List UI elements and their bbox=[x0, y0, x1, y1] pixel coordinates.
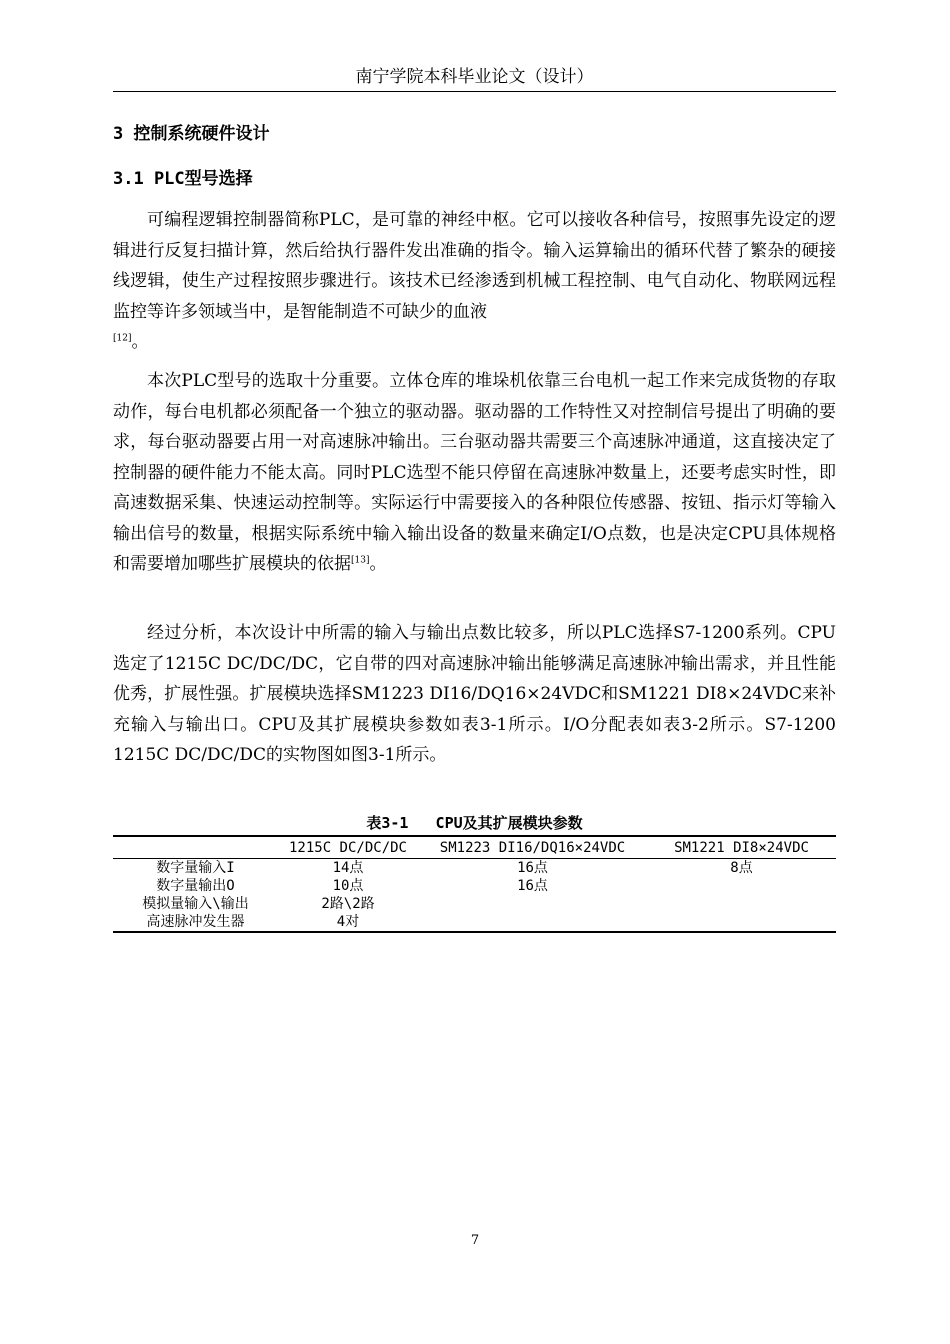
paragraph-plc-model bbox=[113, 618, 836, 771]
table-caption-number: 表3-1 bbox=[366, 814, 409, 832]
paragraph-end: 。 bbox=[131, 332, 149, 352]
table-cell bbox=[418, 895, 647, 913]
column-header: SM1223 DI16/DQ16×24VDC bbox=[439, 839, 626, 856]
table-caption bbox=[113, 812, 836, 833]
column-header bbox=[113, 836, 278, 859]
page-number: 7 bbox=[470, 1233, 480, 1248]
table-cell: 高速脉冲发生器 bbox=[146, 914, 245, 930]
table-row bbox=[113, 877, 836, 895]
table-cell bbox=[418, 913, 647, 932]
paragraph-text: 经过分析，本次设计中所需的输入与输出点数比较多，所以PLC选择S7-1200系列。CPU选定了1215C DC/DC/DC，它自带的四对高速脉冲输出能够满足高速脉冲输出需求，并且性能优秀，扩展性强。扩展模块选择SM1223 DI16/DQ16×24VDC和SM1221 DI8×24VDC来补充输入与输出口。CPU及其扩展模块参数如表3-1所示。I/O分配表如表3-2所示。S7-1200 1215C DC/DC/DC的实物图如图3-1所示。 bbox=[113, 623, 836, 765]
table-cell: 8点 bbox=[730, 860, 753, 876]
column-header: SM1221 DI8×24VDC bbox=[674, 839, 809, 856]
table-caption-title: CPU及其扩展模块参数 bbox=[435, 814, 583, 832]
page-header: 南宁学院本科毕业论文（设计） bbox=[113, 64, 836, 92]
paragraph-plc-definition bbox=[113, 205, 836, 358]
table-cell: 4对 bbox=[336, 914, 360, 930]
subsection-heading: 3.1 PLC型号选择 bbox=[113, 169, 253, 189]
table-row bbox=[113, 913, 836, 932]
table-cell: 数字量输入I bbox=[156, 860, 235, 876]
citation-ref: [12] bbox=[113, 333, 132, 344]
paragraph-text: 本次PLC型号的选取十分重要。立体仓库的堆垛机依靠三台电机一起工作来完成货物的存取动作，每台电机都必须配备一个独立的驱动器。驱动器的工作特性又对控制信号提出了明确的要求，每台驱动器要占用一对高速脉冲输出。三台驱动器共需要三个高速脉冲通道，这直接决定了控制器的硬件能力不能太高。同时PLC选型不能只停留在高速脉冲数量上，还要考虑实时性，即高速数据采集、快速运动控制等。实际运行中需要接入的各种限位传感器、按钮、指示灯等输入输出信号的数量，根据实际系统中输入输出设备的数量来确定I/O点数，也是决定CPU具体规格和需要增加哪些扩展模块的依据 bbox=[113, 371, 836, 574]
table-cell: 16点 bbox=[517, 860, 548, 876]
table-row bbox=[113, 859, 836, 878]
table-cell: 16点 bbox=[517, 878, 548, 894]
paragraph-end: 。 bbox=[369, 554, 387, 574]
table-row bbox=[113, 895, 836, 913]
table-cell: 模拟量输入\输出 bbox=[142, 896, 249, 912]
table-cell: 2路\2路 bbox=[321, 896, 375, 912]
table-cell: 10点 bbox=[332, 878, 364, 894]
table-cell: 14点 bbox=[332, 860, 364, 876]
cpu-params-table bbox=[113, 835, 836, 933]
section-heading: 3 控制系统硬件设计 bbox=[113, 124, 270, 144]
paragraph-text: 可编程逻辑控制器简称PLC，是可靠的神经中枢。它可以接收各种信号，按照事先设定的逻辑进行反复扫描计算，然后给执行器件发出准确的指令。输入运算输出的循环代替了繁杂的硬接线逻辑，使生产过程按照步骤进行。该技术已经渗透到机械工程控制、电气自动化、物联网远程监控等许多领域当中，是智能制造不可缺少的血液 bbox=[113, 210, 836, 322]
table-cell bbox=[647, 877, 836, 895]
table-cell: 数字量输出O bbox=[156, 878, 235, 894]
table-header-row bbox=[113, 836, 836, 859]
paragraph-plc-selection bbox=[113, 366, 836, 580]
table-cell bbox=[647, 895, 836, 913]
column-header: 1215C DC/DC/DC bbox=[288, 839, 407, 856]
citation-ref: [13] bbox=[351, 555, 370, 566]
table-cell bbox=[647, 913, 836, 932]
